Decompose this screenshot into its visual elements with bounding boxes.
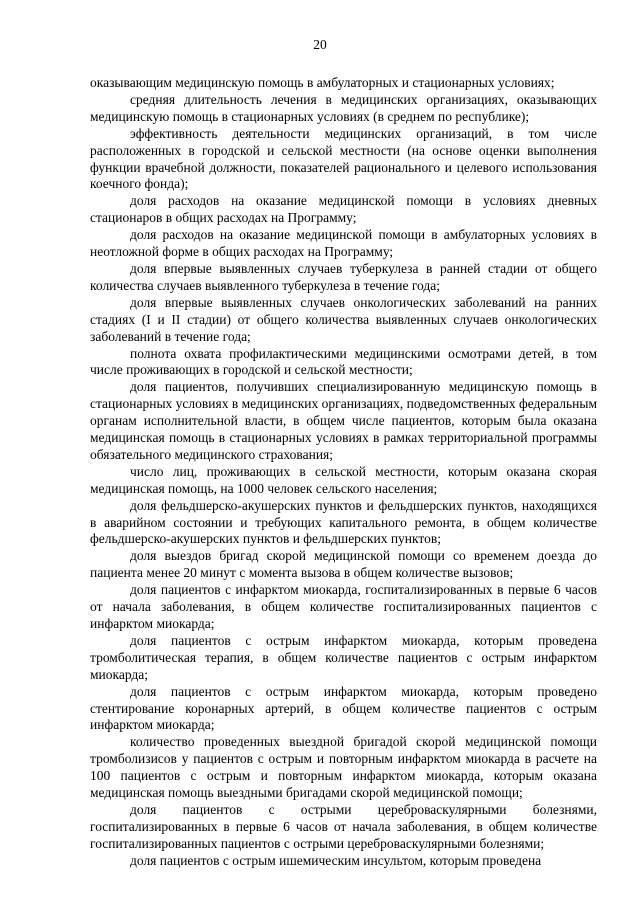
page-number: 20 (313, 37, 327, 52)
paragraph: доля пациентов с острым инфарктом миокарда, которым проведено стентирование коронарных артерий, в общем количестве пациентов с острым инфарктом миокарда; (90, 683, 597, 733)
paragraph: доля пациентов с острым ишемическим инсультом, которым проведена (130, 852, 542, 868)
paragraph: доля расходов на оказание медицинской помощи в амбулаторных условиях в неотложной форме в общих расходах на Программу; (90, 227, 597, 260)
paragraph: оказывающим медицинскую помощь в амбулаторных и стационарных условиях; (90, 75, 555, 90)
paragraph: средняя длительность лечения в медицинских организациях, оказывающих медицинскую помощь в стационарных условиях (в среднем по республике); (90, 91, 597, 124)
paragraph: полнота охвата профилактическими медицинскими осмотрами детей, в том числе проживающих в городской и сельской местности; (90, 345, 597, 378)
paragraph: доля пациентов с инфарктом миокарда, госпитализированных в первые 6 часов от начала заболевания, в общем количестве госпитализированных пациентов с инфарктом миокарда; (90, 582, 597, 631)
paragraph: доля фельдшерско-акушерских пунктов и фельдшерских пунктов, находящихся в аварийном состоянии и требующих капитального ремонта, в общем количестве фельдшерско-акушерских пунктов и фельдшерских пунктов; (90, 497, 597, 547)
document-body (90, 75, 597, 870)
paragraph: доля пациентов с острыми цереброваскулярными болезнями, госпитализированных в первые 6 часов от начала заболевания, в общем количестве госпитализированных пациентов с острыми цереброваскулярными болезнями; (90, 801, 597, 851)
paragraph: доля выездов бригад скорой медицинской помощи со временем доезда до пациента менее 20 минут с момента вызова в общем количестве вызовов; (90, 548, 597, 581)
paragraph: эффективность деятельности медицинских организаций, в том числе расположенных в городской и сельской местности (на основе оценки выполнения функции врачебной должности, показателей рационального и целевого использования коечного фонда); (90, 125, 597, 192)
paragraph: доля впервые выявленных случаев туберкулеза в ранней стадии от общего количества случаев выявленного туберкулеза в течение года; (90, 260, 597, 293)
paragraph: доля пациентов с острым инфарктом миокарда, которым проведена тромболитическая терапия, в общем количестве пациентов с острым инфарктом миокарда; (90, 632, 597, 682)
paragraph: количество проведенных выездной бригадой скорой медицинской помощи тромболизисов у пациентов с острым и повторным инфарктом миокарда в расчете на 100 пациентов с острым и повторным инфарктом миокарда, которым оказана медицинская помощь выездными бригадами скорой медицинской помощи; (90, 734, 597, 801)
paragraph: доля расходов на оказание медицинской помощи в условиях дневных стационаров в общих расходах на Программу; (90, 193, 597, 226)
paragraph: доля впервые выявленных случаев онкологических заболеваний на ранних стадиях (I и II стадии) от общего количества выявленных случаев онкологических заболеваний в течение года; (90, 294, 597, 344)
paragraph: число лиц, проживающих в сельской местности, которым оказана скорая медицинская помощь, на 1000 человек сельского населения; (90, 463, 597, 496)
paragraph: доля пациентов, получивших специализированную медицинскую помощь в стационарных условиях в медицинских организациях, подведомственных федеральным органам исполнительной власти, в общем числе пациентов, которым была оказана медицинская помощь в стационарных условиях в рамках территориальной программы обязательного медицинского страхования; (90, 379, 597, 462)
